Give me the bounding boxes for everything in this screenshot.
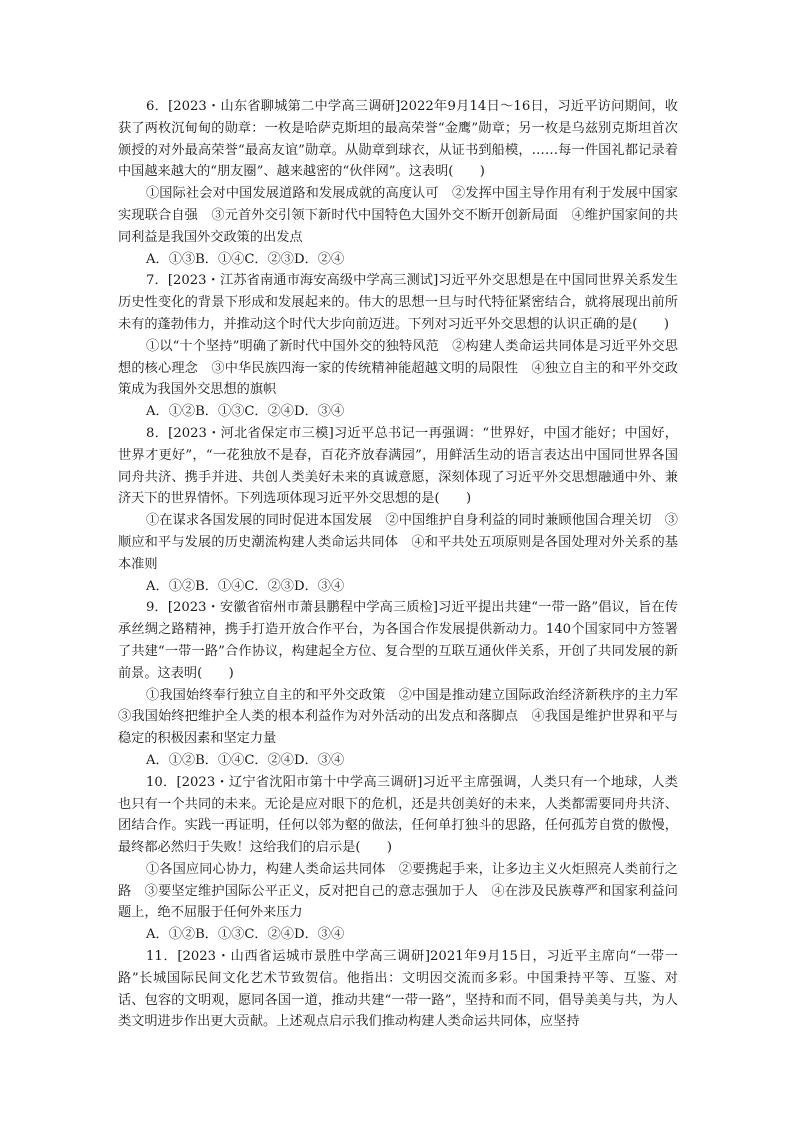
- answer-choices: A．①②B．①④C．②③D．③④: [146, 578, 345, 594]
- question-options: ①各国应同心协力，构建人类命运共同体 ②要携起手来，让多边主义火炬照亮人类前行之路 ③要坚定维护国际公平正义，反对把自己的意志强加于人 ④在涉及民族尊严和国家利益问题上，绝不屈服于任何外来压力: [118, 861, 678, 921]
- question-options: ①在谋求各国发展的同时促进本国发展 ②中国维护自身利益的同时兼顾他国合理关切 ③顺应和平与发展的历史潮流构建人类命运共同体 ④和平共处五项原则是各国处理对外关系的基本准则: [118, 513, 678, 572]
- question-stem: 11．[2023・山西省运城市景胜中学高三调研]2021年9月15日，习近平主席向“一带一路”长城国际民间文化艺术节致贺信。他指出：文明因交流而多彩。中国秉持平等、互鉴、对话、包容的文明观，愿同各国一道，推动共建“一带一路”，坚持和而不同，倡导美美与共，为人类文明进步作出更大贡献。上述观点启示我们推动构建人类命运共同体，应坚持: [118, 949, 678, 1030]
- question-9: [118, 597, 692, 771]
- answer-choices: A．①②B．①③C．②④D．③④: [146, 927, 345, 943]
- question-stem: 10．[2023・辽宁省沈阳市第十中学高三调研]习近平主席强调，人类只有一个地球，人类也只有一个共同的未来。无论是应对眼下的危机，还是共创美好的未来，人类都需要同舟共济、团结合作。实践一再证明，任何以邻为壑的做法，任何单打独斗的思路，任何孤芳自赏的傲慢，最终都必然归于失败！这给我们的启示是( ): [118, 774, 678, 856]
- question-11: [118, 946, 678, 1033]
- answer-choices: A．①②B．①③C．②④D．③④: [146, 404, 345, 420]
- question-options: ①国际社会对中国发展道路和发展成就的高度认可 ②发挥中国主导作用有利于发展中国家实现联合自强 ③元首外交引领下新时代中国特色大国外交不断开创新局面 ④维护国家间的共同利益是我国外交政策的出发点: [118, 186, 678, 245]
- question-8: [118, 423, 678, 597]
- question-stem: 8．[2023・河北省保定市三模]习近平总书记一再强调：“世界好，中国才能好；中国好，世界才更好”，“一花独放不是春，百花齐放春满园”，用鲜活生动的语言表达出中国同世界各国同舟共济、携手并进、共创人类美好未来的真诚意愿，深刻体现了习近平外交思想融通中外、兼济天下的世界情怀。下列选项体现习近平外交思想的是( ): [118, 425, 678, 507]
- question-6: [118, 96, 678, 270]
- question-options: ①以“十个坚持”明确了新时代中国外交的独特风范 ②构建人类命运共同体是习近平外交思想的核心理念 ③中华民族四海一家的传统精神能超越文明的局限性 ④独立自主的和平外交政策成为我国外交思想的旗帜: [118, 338, 678, 398]
- answer-choices: A．①③B．①④C．②③D．②④: [146, 251, 345, 267]
- question-7: [118, 270, 678, 423]
- answer-choices: A．①②B．①④C．②④D．③④: [146, 752, 345, 768]
- question-stem: 7．[2023・江苏省南通市海安高级中学高三测试]习近平外交思想是在中国同世界关系发生历史性变化的背景下形成和发展起来的。伟大的思想一旦与时代特征紧密结合，就将展现出前所未有的蓬勃伟力，并推动这个时代大步向前迈进。下列对习近平外交思想的认识正确的是( ): [118, 273, 678, 332]
- question-stem: 6．[2023・山东省聊城第二中学高三调研]2022年9月14日～16日，习近平访问期间，收获了两枚沉甸甸的勋章：一枚是哈萨克斯坦的最高荣誉“金鹰”勋章；另一枚是乌兹别克斯坦首次颁授的对外最高荣誉“最高友谊”勋章。从勋章到球衣，从证书到船模，……每一件国礼都记录着中国越来越大的“朋友圈”、越来越密的“伙伴网”。这表明( ): [118, 99, 678, 180]
- document-page: [118, 96, 692, 1033]
- question-stem: 9．[2023・安徽省宿州市萧县鹏程中学高三质检]习近平提出共建“一带一路”倡议，旨在传承丝绸之路精神，携手打造开放合作平台，为各国合作发展提供新动力。140个国家同中方签署了共建“一带一路”合作协议，构建起全方位、复合型的互联互通伙伴关系，开创了共同发展的新前景。这表明( ): [118, 600, 678, 681]
- question-10: [118, 772, 678, 946]
- question-options: ①我国始终奉行独立自主的和平外交政策 ②中国是推动建立国际政治经济新秩序的主力军 ③我国始终把维护全人类的根本利益作为对外活动的出发点和落脚点 ④我国是维护世界和平与稳定的积极因素和坚定力量: [118, 687, 692, 747]
